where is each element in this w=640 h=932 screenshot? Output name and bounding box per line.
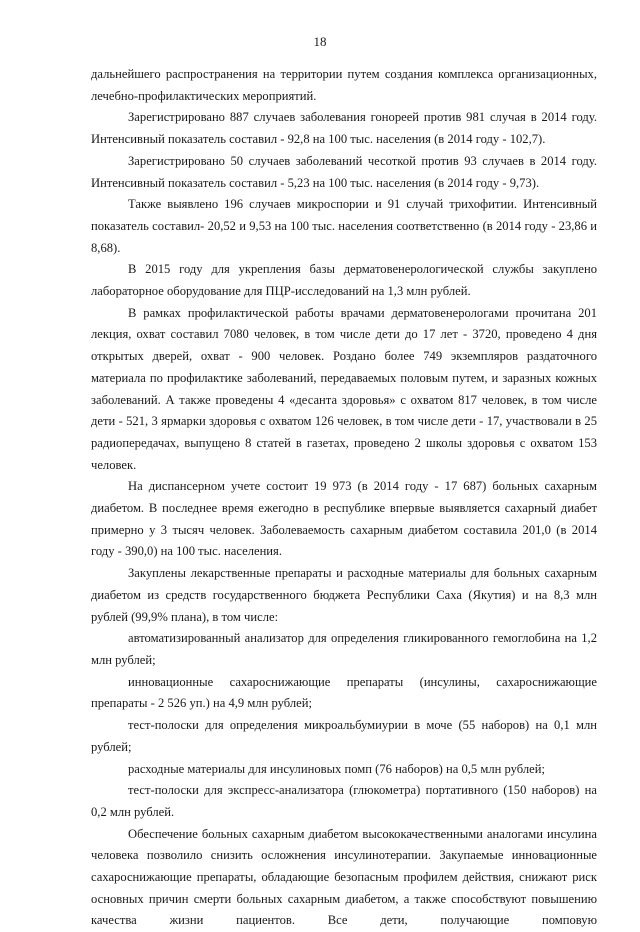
list-item: инновационные сахароснижающие препараты (инсулины, сахароснижающие препараты - 2 526 уп.) на 4,9 млн рублей; <box>91 674 597 711</box>
list-item: тест-полоски для экспресс-анализатора (глюкометра) портативного (150 наборов) на 0,2 млн рублей. <box>91 783 597 819</box>
list-item: расходные материалы для инсулиновых помп (76 наборов) на 0,5 млн рублей; <box>128 761 545 776</box>
list-item: тест-полоски для определения микроальбумиурии в моче (55 наборов) на 0,1 млн рублей; <box>91 718 597 754</box>
paragraph: Закуплены лекарственные препараты и расходные материалы для больных сахарным диабетом из средств государственного бюджета Республики Саха (Якутия) и на 8,3 млн рублей (99,9% плана), в том числе: <box>91 566 597 624</box>
paragraph: В рамках профилактической работы врачами дерматовенерологами прочитана 201 лекция, охват составил 7080 человек, в том числе дети до 17 лет - 3720, проведено 4 дня открытых дверей, охват - 900 человек. Роздано более 749 экземпляров раздаточного материала по профилактике заболеваний, передаваемых половым путем, и заразных кожных заболеваний. А также проведены 4 «десанта здоровья» с охватом 817 человек, в том числе дети - 521, 3 ярмарки здоровья с охватом 126 человек, в том числе дети - 17, участвовали в 25 радиопередачах, выпущено 8 статей в газетах, проведено 2 школы здоровья с охватом 153 человек. <box>91 305 597 472</box>
page-number: 18 <box>313 34 327 49</box>
paragraph: Зарегистрировано 887 случаев заболевания гонореей против 981 случая в 2014 году. Интенсивный показатель составил - 92,8 на 100 тыс. населения (в 2014 году - 102,7). <box>91 110 597 147</box>
paragraph: В 2015 году для укрепления базы дерматовенерологической службы закуплено лабораторное оборудование для ПЦР-исследований на 1,3 млн рублей. <box>91 262 597 299</box>
paragraph: дальнейшего распространения на территории путем создания комплекса организационных, лечебно-профилактических мероприятий. <box>91 67 597 103</box>
paragraph: На диспансерном учете состоит 19 973 (в 2014 году - 17 687) больных сахарным диабетом. В последнее время ежегодно в республике впервые выявляется сахарный диабет примерно у 3 тысяч человек. Заболеваемость сахарным диабетом составила 201,0 (в 2014 году - 390,0) на 100 тыс. населения. <box>91 479 597 559</box>
paragraph: Также выявлено 196 случаев микроспории и 91 случай трихофитии. Интенсивный показатель составил- 20,52 и 9,53 на 100 тыс. населения соответственно (в 2014 году - 23,86 и 8,68). <box>91 197 597 255</box>
list-item: автоматизированный анализатор для определения гликированного гемоглобина на 1,2 млн рублей; <box>91 631 597 667</box>
paragraph: Зарегистрировано 50 случаев заболеваний чесоткой против 93 случаев в 2014 году. Интенсивный показатель составил - 5,23 на 100 тыс. населения (в 2014 году - 9,73). <box>91 153 597 190</box>
paragraph: Обеспечение больных сахарным диабетом высококачественными аналогами инсулина человека позволило снизить осложнения инсулинотерапии. Закупаемые инновационные сахароснижающие препараты, обладающие безопасным профилем действия, снижают риск основных причин смерти больных сахарным диабетом, а также способствуют повышению качества жизни пациентов. Все дети, получающие помповую <box>91 826 597 928</box>
document-body <box>91 64 597 932</box>
